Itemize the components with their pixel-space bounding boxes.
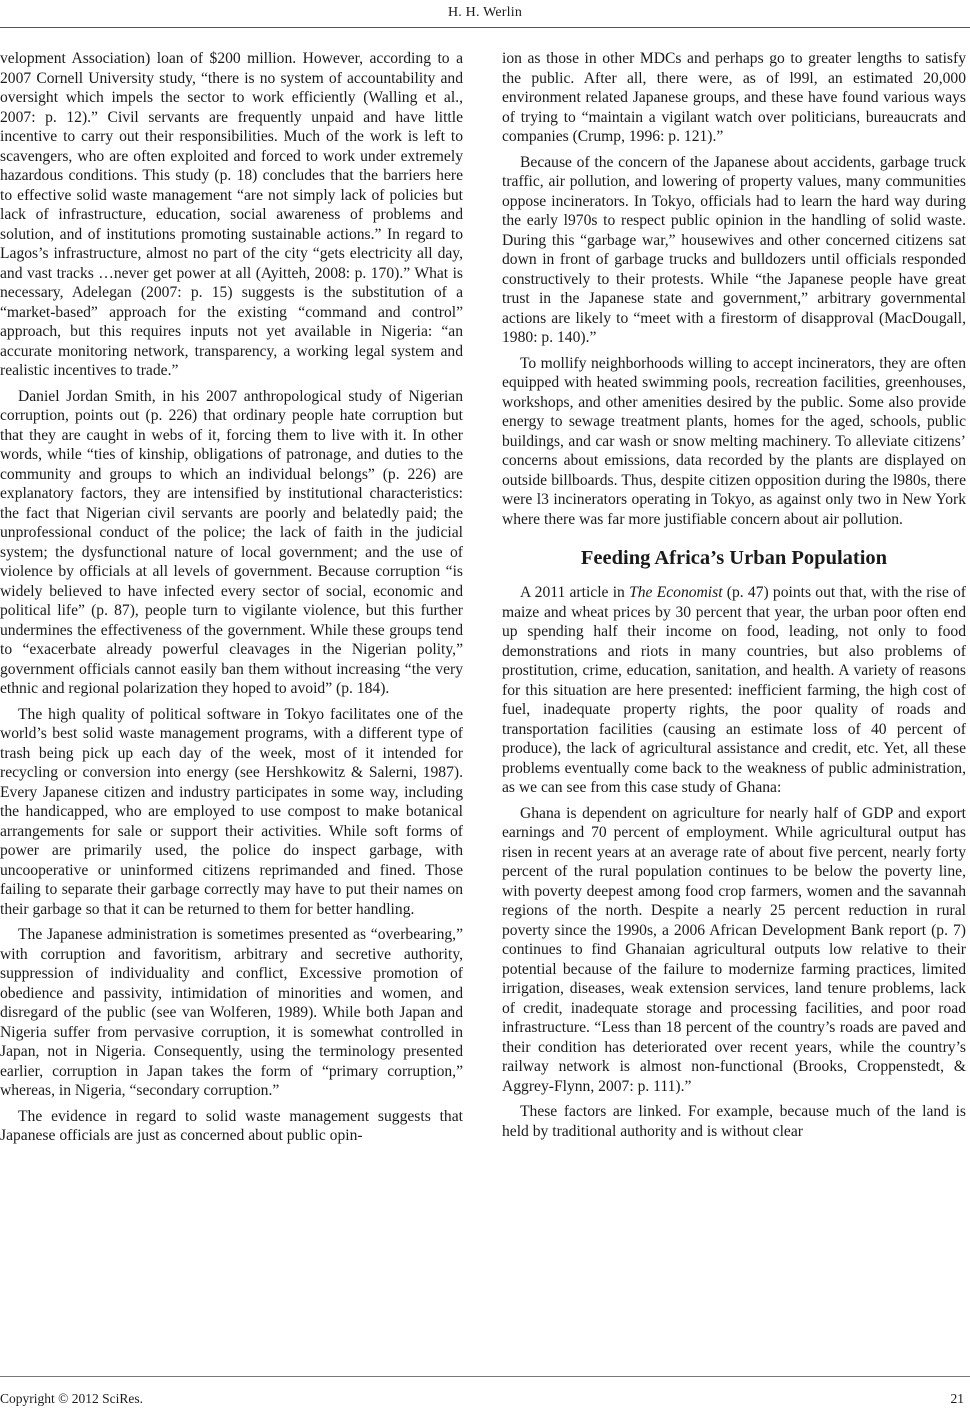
section-heading: Feeding Africa’s Urban Population: [580, 547, 888, 569]
right-column: [502, 49, 966, 1147]
journal-title: The Economist: [629, 584, 723, 601]
paragraph: ion as those in other MDCs and perhaps go to greater lengths to satisfy the public. After all, there were, as of l99l, an estimated 20,000 environment related Japanese groups, and these have found various ways of trying to “maintain a vigilant watch over politicians, bureaucrats and companies (Crump, 1996: p. 121).”: [502, 50, 966, 145]
paragraph: Because of the concern of the Japanese about accidents, garbage truck traffic, air pollution, and lowering of property values, many communities oppose incinerators. In Tokyo, officials had to learn the hard way during the early l970s to respect public opinion in the handling of solid waste. During this “garbage war,” housewives and other concerned citizens sat down in front of garbage trucks and bulldozers until officials responded constructively to their protests. While “the Japanese people have great trust in the Japanese state and government,” arbitrary governmental actions are likely to “meet with a firestorm of disapproval (MacDougall, 1980: p. 140).”: [502, 153, 966, 346]
footer-rule: [0, 1376, 970, 1377]
paragraph: Daniel Jordan Smith, in his 2007 anthropological study of Nigerian corruption, points out (p. 226) that ordinary people hate corruption but that they are caught in webs of it, forcing them to live with it. In other words, while “ties of kinship, obligations of patronage, and duties to the community and groups to which an individual belongs” (p. 226) are explanatory factors, they are intensified by institutional characteristics: the fact that Nigerian civil servants are poorly and belatedly paid; the unprofessional conduct of the police; the lack of faith in the judicial system; the dysfunctional nature of local government; and the use of violence by officials at all levels of government. Because corruption “is widely believed to have infected every sector of social, economic and political life” (p. 87), people turn to vigilante violence, but this further undermines the effectiveness of the government. While these groups tend to “exacerbate already powerful cleavages in the Nigerian polity,” government officials cannot easily ban them without increasing “the very ethnic and regional polarization they hoped to avoid” (p. 184).: [0, 387, 463, 697]
paragraph: To mollify neighborhoods willing to accept incinerators, they are often equipped with heated swimming pools, recreation facilities, greenhouses, workshops, and other amenities desired by the public. Some also provide energy to sewage treatment plants, homes for the aged, schools, public buildings, and car wash or snow melting machinery. To alleviate citizens’ concerns about emissions, data recorded by the plants are displayed on outside billboards. Thus, despite citizen opposition during the l980s, there were l3 incinerators operating in Tokyo, as against only two in New York where there was far more justifiable concern about air pollution.: [502, 354, 966, 528]
header-rule: [0, 27, 970, 28]
paragraph: velopment Association) loan of $200 million. However, according to a 2007 Cornell University study, “there is no system of accountability and oversight which impels the sector to work efficiently (Walling et al., 2007: p. 12).” Civil servants are frequently unpaid and have little incentive to carry out their responsibilities. Much of the work is left to scavengers, who are often exploited and forced to work under extremely hazardous conditions. This study (p. 18) concludes that the barriers here to effective solid waste management “are not simply lack of policies but lack of infrastructure, education, social awareness of problems and solution, and of institutions promoting sustainable actions.” In regard to Lagos’s infrastructure, almost no part of the city “gets electricity all day, and vast tracks …never get power at all (Ayitteh, 2008: p. 170).” What is necessary, Adelegan (2007: p. 15) suggests is the substitution of a “market-based” approach for the existing “command and control” approach, but this requires inputs not yet available in Nigeria: “an accurate monitoring network, transparency, a working legal system and realistic incentives to trade.”: [0, 50, 463, 379]
paragraph: [502, 583, 966, 798]
paragraph: The Japanese administration is sometimes presented as “overbearing,” with corruption and favoritism, arbitrary and secretive authority, suppression of individuality and conflict, Excessive promotion of obedience and passivity, intimidation of minorities and women, and disregard of the public (see van Wolferen, 1989). While both Japan and Nigeria suffer from pervasive corruption, it is somewhat controlled in Japan, not in Nigeria. Consequently, using the terminology presented earlier, corruption in Japan takes the form of “primary corruption,” whereas, in Nigeria, “secondary corruption.”: [0, 926, 463, 1099]
paragraph: The evidence in regard to solid waste management suggests that Japanese officials are just as concerned about public opin-: [0, 1107, 463, 1144]
left-column: [0, 49, 463, 1152]
copyright-notice: Copyright © 2012 SciRes.: [0, 1391, 144, 1406]
text-run: A 2011 article in: [520, 584, 630, 601]
page-number: 21: [950, 1391, 964, 1406]
running-head: H. H. Werlin: [447, 5, 523, 20]
text-run: (p. 47) points out that, with the rise of maize and wheat prices by 30 percent that year, the urban poor often end up spending half their income on food, leading, not only to food demonstrations and riots in many countries, but also problems of prostitution, crime, education, sanitation, and health. A variety of reasons for this situation are here presented: inefficient farming, the high cost of fuel, inadequate property rights, the poor quality of roads and transportation facilities (causing an estimate loss of 40 percent of produce), the lack of agricultural assistance and credit, etc. Yet, all these problems eventually come back to the weakness of public administration, as we can see from this case study of Ghana:: [502, 584, 966, 796]
paragraph: Ghana is dependent on agriculture for nearly half of GDP and export earnings and 70 percent of employment. While agricultural output has risen in recent years at an average rate of about five percent, nearly forty percent of the rural population continues to be below the poverty line, with poverty deepest among food crop farmers, women and the savannah regions of the north. Despite a nearly 25 percent reduction in rural poverty since the 1990s, a 2006 African Development Bank report (p. 7) continues to find Ghanaian agricultural outputs low relative to their potential because of the failure to modernize farming practices, limited irrigation, diseases, weak extension services, land tenure problems, lack of credit, inadequate storage and processing facilities, and poor road infrastructure. “Less than 18 percent of the country’s roads are paved and their condition has deteriorated over recent years, while the country’s railway network is almost non-functional (Brooks, Croppenstedt, & Aggrey-Flynn, 2007: p. 111).”: [502, 804, 966, 1095]
paragraph: The high quality of political software in Tokyo facilitates one of the world’s best solid waste management programs, with a different type of trash being pick up each day of the week, most of it intended for recycling or conversion into energy (see Hershkowitz & Salerni, 1987). Every Japanese citizen and industry participates in some way, including the handicapped, who are employed to use compost to make botanical arrangements for sale or support their activities. While soft forms of power are primarily used, the police do inspect garbage, with uncooperative or uninformed citizens reprimanded and fined. Those failing to separate their garbage correctly may have to put their names on their garbage so that it can be returned to them for better handling.: [0, 705, 463, 918]
paragraph: These factors are linked. For example, because much of the land is held by traditional authority and is without clear: [502, 1103, 966, 1140]
